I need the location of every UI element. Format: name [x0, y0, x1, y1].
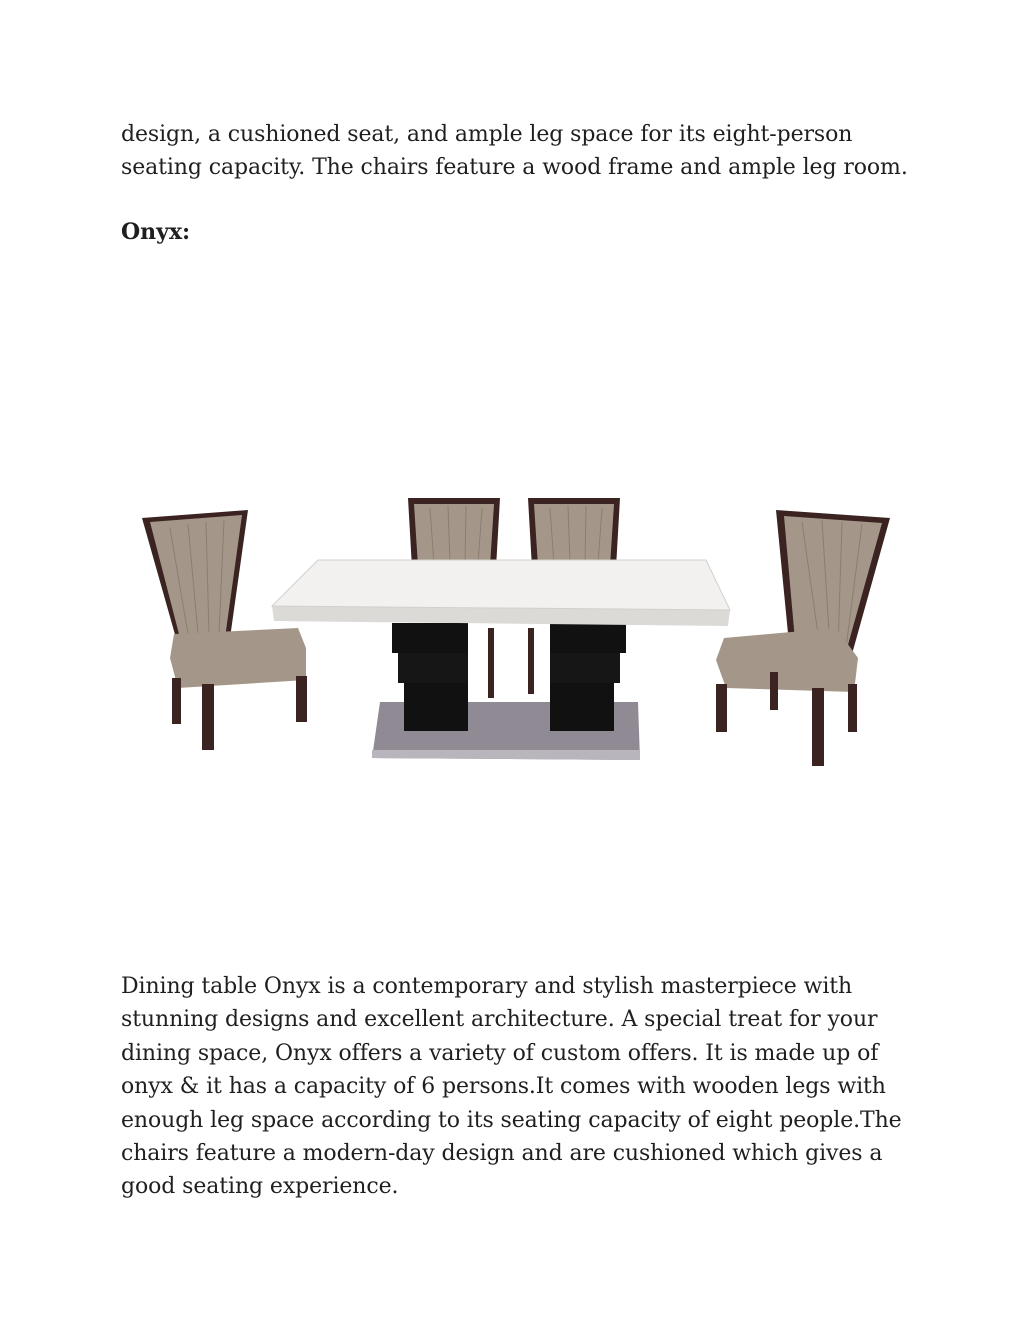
table-top [272, 560, 730, 626]
chair-front-left [142, 510, 307, 750]
intro-paragraph: design, a cushioned seat, and ample leg space for its eight-person seating capacity. The chairs feature a wood frame and ample leg room. [121, 122, 908, 181]
chair-front-right [716, 510, 890, 766]
dining-set-image [130, 488, 900, 780]
section-description: Dining table Onyx is a contemporary and stylish masterpiece with stunning designs and excellent architecture. A special treat for your dining space, Onyx offers a variety of custom offers. It is made up of onyx & it has a capacity of 6 persons.It comes with wooden legs with enough leg space according to its seating capacity of eight people.The chairs feature a modern-day design and are cushioned which gives a good seating experience. [121, 974, 902, 1200]
section-heading: Onyx: [121, 219, 191, 245]
